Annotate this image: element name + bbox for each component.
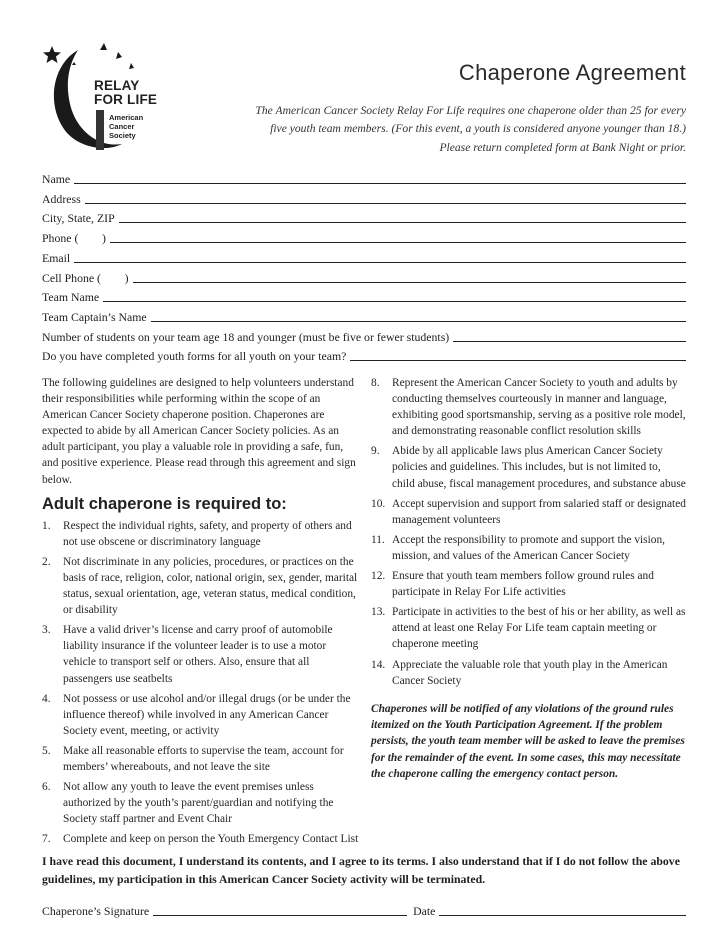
- phone-field[interactable]: Phone ( ): [42, 228, 686, 246]
- list-item: 8. Represent the American Cancer Society to youth and adults by conducting themselves courteously in manner and language, exhibiting good sportsmanship, serving as a positive role model, and demonstrating reasonable conflict resolution skills: [371, 377, 686, 438]
- list-item: 14. Appreciate the valuable role that youth play in the American Cancer Society: [371, 658, 668, 687]
- guidelines-paragraph: The following guidelines are designed to help volunteers understand their responsibilities while performing within the scope of an American Cancer Society chaperone position. Chaperones are expected to abide by all American Cancer Society policies. As an adult participant, you play a valuable role in providing a safe, fun, and positive experience. Please read through this agreement and sign below.: [42, 377, 356, 486]
- acs-sword-icon: [96, 110, 104, 150]
- requirements-list-right: [371, 375, 686, 689]
- requirements-list-left: [42, 518, 360, 848]
- signature-input[interactable]: [153, 915, 407, 916]
- violation-notice: Chaperones will be notified of any violations of the ground rules itemized on the Youth Participation Agreement. If the problem persists, the youth team member will be asked to leave the premises for the remainder of the event. In some cases, this may necessitate the chaperone calling the emergency contact person.: [371, 702, 685, 780]
- intro-text: [216, 102, 686, 157]
- logo-for-life-text: FOR LIFE: [94, 92, 158, 107]
- email-field[interactable]: Email: [42, 248, 686, 266]
- list-item: 2. Not discriminate in any policies, procedures, or practices on the basis of race, religion, color, national origin, sex, gender, marital status, sexual orientation, age, veteran status, medical condition, or disability: [42, 555, 358, 617]
- logo-relay-text: RELAY: [94, 78, 140, 93]
- city-state-zip-input[interactable]: [119, 222, 686, 223]
- youth-forms-input[interactable]: [350, 360, 686, 361]
- intro-line-3: Please return completed form at Bank Night or prior.: [439, 140, 686, 154]
- right-column: [371, 375, 686, 782]
- date-input[interactable]: [439, 915, 686, 916]
- page-title: Chaperone Agreement: [458, 60, 686, 85]
- name-input[interactable]: [74, 183, 686, 184]
- acs-line-1: American: [109, 113, 144, 122]
- date-label: Date: [413, 904, 436, 918]
- email-input[interactable]: [74, 262, 686, 263]
- requirements-heading: Adult chaperone is required to:: [42, 494, 287, 513]
- phone-input[interactable]: [110, 242, 686, 243]
- intro-line-1: The American Cancer Society Relay For Life requires one chaperone older than 25 for every: [255, 104, 686, 117]
- cell-phone-field[interactable]: Cell Phone ( ): [42, 268, 686, 286]
- acs-line-2: Cancer: [109, 122, 135, 131]
- list-item: 10. Accept supervision and support from salaried staff or designated management volunteers: [371, 497, 686, 526]
- list-item: 6. Not allow any youth to leave the event premises unless authorized by the youth’s parent/guardian and notifying the Society staff partner and Event Chair: [42, 781, 334, 826]
- left-column: [42, 375, 360, 851]
- agreement-statement: I have read this document, I understand its contents, and I agree to its terms. I also understand that if I do not follow the above guidelines, my participation in this American Cancer Society activity will be terminated.: [42, 854, 680, 886]
- student-count-field[interactable]: Number of students on your team age 18 and younger (must be five or fewer students): [42, 327, 686, 345]
- address-input[interactable]: [85, 203, 686, 204]
- list-item: 12. Ensure that youth team members follow ground rules and participate in Relay For Life activities: [371, 570, 654, 599]
- address-field[interactable]: Address: [42, 189, 686, 207]
- team-name-input[interactable]: [103, 301, 686, 302]
- city-state-zip-field[interactable]: City, State, ZIP: [42, 208, 686, 226]
- team-captain-input[interactable]: [151, 321, 686, 322]
- list-item: 1. Respect the individual rights, safety, and property of others and not use obscene or discriminatory language: [42, 519, 352, 548]
- acs-line-3: Society: [109, 131, 136, 140]
- list-item: 7. Complete and keep on person the Youth Emergency Contact List: [42, 833, 359, 846]
- intro-line-2: five youth team members. (For this event, a youth is considered anyone younger than 18.): [270, 122, 686, 136]
- list-item: 13. Participate in activities to the best of his or her ability, as well as attend at least one Relay For Life team captain meeting or chaperone meeting: [371, 606, 686, 651]
- youth-forms-field[interactable]: Do you have completed youth forms for all youth on your team?: [42, 346, 686, 364]
- list-item: 5. Make all reasonable efforts to supervise the team, account for members’ whereabouts, and not leave the site: [42, 744, 344, 773]
- list-item: 3. Have a valid driver’s license and carry proof of automobile liability insurance if the volunteer leader is to use a motor vehicle to transport self or others. Also, ensure that all passengers use seatbelts: [42, 624, 333, 685]
- team-captain-field[interactable]: Team Captain’s Name: [42, 307, 686, 325]
- cell-phone-input[interactable]: [133, 282, 686, 283]
- list-item: 11. Accept the responsibility to promote and support the vision, mission, and values of the American Cancer Society: [371, 533, 666, 562]
- signature-row: [42, 901, 686, 919]
- name-field[interactable]: Name: [42, 169, 686, 187]
- student-count-input[interactable]: [453, 341, 686, 342]
- list-item: 9. Abide by all applicable laws plus American Cancer Society policies and guidelines. This includes, but is not limited to, child abuse, fiscal management procedures, and substance abuse: [371, 445, 686, 490]
- team-name-field[interactable]: Team Name: [42, 287, 686, 305]
- list-item: 4. Not possess or use alcohol and/or illegal drugs (or be under the influence thereof) while involved in any American Cancer Society event, meeting, or activity: [42, 692, 351, 737]
- signature-label: Chaperone’s Signature: [42, 904, 150, 918]
